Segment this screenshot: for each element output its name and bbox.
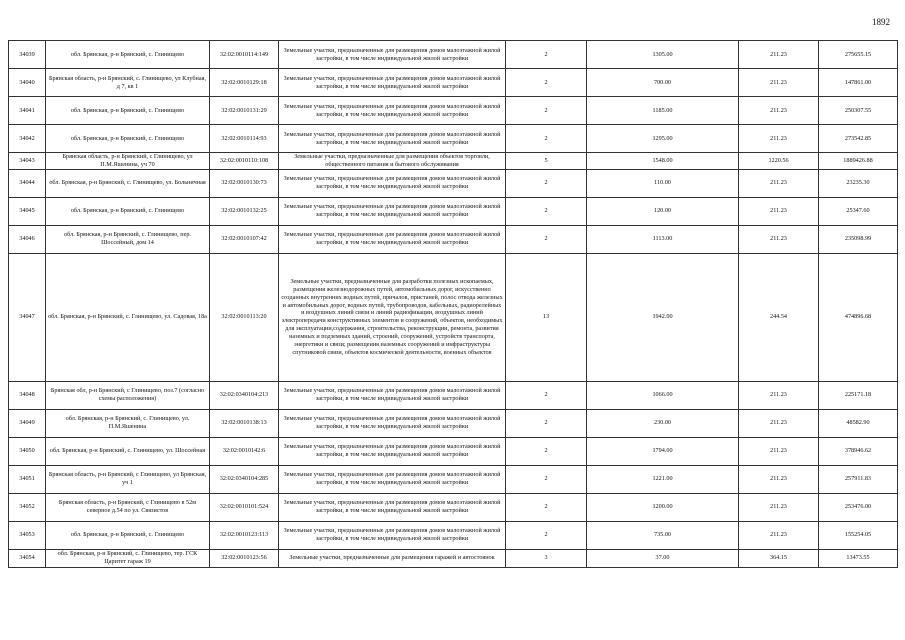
cadastral-value-cell: 253476.00 (819, 493, 898, 521)
table-row (9, 97, 898, 125)
cadastral-value-cell: 257911.83 (819, 465, 898, 493)
page-number: 1892 (872, 17, 890, 27)
row-id-cell: 34050 (9, 437, 46, 465)
group-cell: 2 (506, 41, 587, 69)
rate-cell: 1220.56 (739, 153, 819, 170)
row-id-cell: 34054 (9, 549, 46, 567)
rate-cell: 211.23 (739, 521, 819, 549)
row-id-cell: 34045 (9, 197, 46, 225)
area-cell: 1295.00 (587, 125, 739, 153)
land-use-cell: Земельные участки, предназначенные для размещения домов малоэтажной жилой застройки, в том числе индивидуальной жилой застройки (279, 41, 506, 69)
group-cell: 2 (506, 493, 587, 521)
table-row (9, 197, 898, 225)
cadastral-value-cell: 23235.30 (819, 169, 898, 197)
cadastral-number-cell: 32:02:0340104:285 (210, 465, 279, 493)
row-id-cell: 34043 (9, 153, 46, 170)
cadastral-number-cell: 32:02:0010132:25 (210, 197, 279, 225)
cadastral-value-cell: 474896.68 (819, 253, 898, 381)
land-use-cell: Земельные участки, предназначенные для размещения домов малоэтажной жилой застройки, в том числе индивидуальной жилой застройки (279, 493, 506, 521)
address-cell: Брянская область, р-н Брянский, с Глинищево в 52м северное д.54 по ул. Связистов (46, 493, 210, 521)
cadastral-number-cell: 32:02:0010113:20 (210, 253, 279, 381)
group-cell: 2 (506, 521, 587, 549)
row-id-cell: 34049 (9, 409, 46, 437)
address-cell: обл. Брянская, р-н Брянский, с. Глинищево, ул. Шоссейная (46, 437, 210, 465)
table-row (9, 549, 898, 567)
land-use-cell: Земельные участки, предназначенные для разработки полезных ископаемых, размещения железнодорожных путей, автомобильных дорог, искусственно созданных внутренних водных путей, причалов, пристаней, полос отвода железных и автомобильных дорог, водных путей, трубопроводов, кабельных, радиорелейных и воздушных линий связи и линий радиофикации, воздушных линий электропередачи конструктивных элементов и сооружений, объектов, необходимых для эксплуатации,содержания, строительства, реконструкции, ремонта, развития наземных и подземных зданий, строений, сооружений, устройств транспорта, энергетики и связи; размещения наземных сооружений и инфраструктуры спутниковой связи, объектов космической деятельности, военных объектов (279, 253, 506, 381)
land-use-cell: Земельные участки, предназначенные для размещения гаражей и автостоянок (279, 549, 506, 567)
cadastral-number-cell: 32:02:0010142:6 (210, 437, 279, 465)
cadastral-number-cell: 32:02:0010114:93 (210, 125, 279, 153)
cadastral-number-cell: 32:02:0010114:149 (210, 41, 279, 69)
area-cell: 1221.00 (587, 465, 739, 493)
group-cell: 3 (506, 549, 587, 567)
land-use-cell: Земельные участки, предназначенные для размещения домов малоэтажной жилой застройки, в том числе индивидуальной жилой застройки (279, 381, 506, 409)
area-cell: 1200.00 (587, 493, 739, 521)
address-cell: обл. Брянская, р-н Брянский, с. Глинищево (46, 97, 210, 125)
rate-cell: 211.23 (739, 437, 819, 465)
group-cell: 2 (506, 97, 587, 125)
cadastral-value-cell: 13473.55 (819, 549, 898, 567)
address-cell: обл. Брянская, р-н Брянский, с. Глинищево (46, 125, 210, 153)
rate-cell: 211.23 (739, 465, 819, 493)
area-cell: 110.00 (587, 169, 739, 197)
area-cell: 230.00 (587, 409, 739, 437)
group-cell: 2 (506, 225, 587, 253)
cadastral-value-cell: 1889426.88 (819, 153, 898, 170)
address-cell: обл. Брянская, р-н Брянский, с. Глинищево, ул. Больничная (46, 169, 210, 197)
cadastral-value-cell: 155254.05 (819, 521, 898, 549)
cadastral-value-cell: 225171.18 (819, 381, 898, 409)
row-id-cell: 34044 (9, 169, 46, 197)
rate-cell: 211.23 (739, 225, 819, 253)
address-cell: обл. Брянская, р-н Брянский, с. Глинищево, тер. ГСК Царитет гараж 19 (46, 549, 210, 567)
rate-cell: 211.23 (739, 409, 819, 437)
land-use-cell: Земельные участки, предназначенные для размещения домов малоэтажной жилой застройки, в том числе индивидуальной жилой застройки (279, 169, 506, 197)
land-use-cell: Земельные участки, предназначенные для размещения домов малоэтажной жилой застройки, в том числе индивидуальной жилой застройки (279, 521, 506, 549)
table-row (9, 225, 898, 253)
address-cell: Брянская область, р-н Брянский, с Глинищево, ул Брянская, уч 1 (46, 465, 210, 493)
cadastral-table (8, 40, 898, 568)
land-use-cell: Земельные участки, предназначенные для размещения домов малоэтажной жилой застройки, в том числе индивидуальной жилой застройки (279, 197, 506, 225)
cadastral-number-cell: 32:02:0010123:56 (210, 549, 279, 567)
cadastral-value-cell: 147861.00 (819, 69, 898, 97)
land-use-cell: Земельные участки, предназначенные для размещения домов малоэтажной жилой застройки, в том числе индивидуальной жилой застройки (279, 125, 506, 153)
row-id-cell: 34051 (9, 465, 46, 493)
cadastral-value-cell: 273542.85 (819, 125, 898, 153)
rate-cell: 211.23 (739, 169, 819, 197)
land-use-cell: Земельные участки, предназначенные для размещения домов малоэтажной жилой застройки, в том числе индивидуальной жилой застройки (279, 437, 506, 465)
cadastral-value-cell: 25347.60 (819, 197, 898, 225)
row-id-cell: 34048 (9, 381, 46, 409)
table-row (9, 437, 898, 465)
area-cell: 1066.00 (587, 381, 739, 409)
land-use-cell: Земельные участки, предназначенные для размещения домов малоэтажной жилой застройки, в том числе индивидуальной жилой застройки (279, 225, 506, 253)
table-row (9, 381, 898, 409)
table-row (9, 41, 898, 69)
area-cell: 700.00 (587, 69, 739, 97)
cadastral-number-cell: 32:02:0010130:73 (210, 169, 279, 197)
cadastral-value-cell: 235098.99 (819, 225, 898, 253)
group-cell: 2 (506, 125, 587, 153)
cadastral-number-cell: 32:02:0010138:13 (210, 409, 279, 437)
area-cell: 1794.00 (587, 437, 739, 465)
row-id-cell: 34040 (9, 69, 46, 97)
address-cell: обл. Брянская, р-н Брянский, с. Глинищево (46, 41, 210, 69)
cadastral-number-cell: 32:02:0010129:18 (210, 69, 279, 97)
area-cell: 1113.00 (587, 225, 739, 253)
area-cell: 1305.00 (587, 41, 739, 69)
group-cell: 2 (506, 197, 587, 225)
rate-cell: 211.23 (739, 493, 819, 521)
address-cell: обл. Брянская, р-н Брянский, с. Глинищево (46, 197, 210, 225)
table-row (9, 69, 898, 97)
table-row (9, 465, 898, 493)
address-cell: Брянская обл, р-н Брянский, с Глинищево, поз.7 (согласно схемы расположения) (46, 381, 210, 409)
cadastral-value-cell: 48582.90 (819, 409, 898, 437)
area-cell: 120.00 (587, 197, 739, 225)
land-use-cell: Земельные участки, предназначенные для размещения домов малоэтажной жилой застройки, в том числе индивидуальной жилой застройки (279, 409, 506, 437)
table-row (9, 409, 898, 437)
land-use-cell: Земельные участки, предназначенные для размещения домов малоэтажной жилой застройки, в том числе индивидуальной жилой застройки (279, 465, 506, 493)
table-row (9, 169, 898, 197)
land-use-cell: Земельные участки, предназначенные для размещения объектов торговли, общественного питания и бытового обслуживания (279, 153, 506, 170)
rate-cell: 211.23 (739, 197, 819, 225)
cadastral-number-cell: 32:02:0010107:42 (210, 225, 279, 253)
cadastral-number-cell: 32:02:0010101:524 (210, 493, 279, 521)
group-cell: 5 (506, 153, 587, 170)
address-cell: обл. Брянская, р-н Брянский, с. Глинищево, ул. Садовая, 18а (46, 253, 210, 381)
area-cell: 735.00 (587, 521, 739, 549)
group-cell: 13 (506, 253, 587, 381)
area-cell: 1185.00 (587, 97, 739, 125)
table-row (9, 253, 898, 381)
group-cell: 2 (506, 69, 587, 97)
row-id-cell: 34053 (9, 521, 46, 549)
table-row (9, 153, 898, 170)
table-row (9, 493, 898, 521)
cadastral-number-cell: 32:02:0010110:108 (210, 153, 279, 170)
table-row (9, 521, 898, 549)
cadastral-number-cell: 32:02:0340104:213 (210, 381, 279, 409)
group-cell: 2 (506, 409, 587, 437)
row-id-cell: 34042 (9, 125, 46, 153)
cadastral-number-cell: 32:02:0010123:113 (210, 521, 279, 549)
cadastral-number-cell: 32:02:0010131:29 (210, 97, 279, 125)
address-cell: Брянская область, р-н Брянский, с Глинищево, ул П.М.Яшенина, уч 70 (46, 153, 210, 170)
rate-cell: 211.23 (739, 125, 819, 153)
rate-cell: 211.23 (739, 381, 819, 409)
group-cell: 2 (506, 381, 587, 409)
rate-cell: 211.23 (739, 69, 819, 97)
row-id-cell: 34039 (9, 41, 46, 69)
row-id-cell: 34046 (9, 225, 46, 253)
table-row (9, 125, 898, 153)
land-use-cell: Земельные участки, предназначенные для размещения домов малоэтажной жилой застройки, в том числе индивидуальной жилой застройки (279, 69, 506, 97)
rate-cell: 244.54 (739, 253, 819, 381)
row-id-cell: 34052 (9, 493, 46, 521)
rate-cell: 211.23 (739, 97, 819, 125)
row-id-cell: 34041 (9, 97, 46, 125)
rate-cell: 211.23 (739, 41, 819, 69)
address-cell: обл. Брянская, р-н Брянский, с. Глинищево, ул. П.М.Яшенина (46, 409, 210, 437)
land-use-cell: Земельные участки, предназначенные для размещения домов малоэтажной жилой застройки, в том числе индивидуальной жилой застройки (279, 97, 506, 125)
address-cell: обл. Брянская, р-н Брянский, с. Глинищево (46, 521, 210, 549)
address-cell: обл. Брянская, р-н Брянский, с. Глинищево, пер. Шоссейный, дом 14 (46, 225, 210, 253)
cadastral-value-cell: 378946.62 (819, 437, 898, 465)
row-id-cell: 34047 (9, 253, 46, 381)
cadastral-value-cell: 250307.55 (819, 97, 898, 125)
area-cell: 1942.00 (587, 253, 739, 381)
area-cell: 37.00 (587, 549, 739, 567)
group-cell: 2 (506, 169, 587, 197)
address-cell: Брянская область, р-н Брянский, с. Глинищево, ул Клубная, д 7, кв 1 (46, 69, 210, 97)
area-cell: 1548.00 (587, 153, 739, 170)
cadastral-value-cell: 275655.15 (819, 41, 898, 69)
group-cell: 2 (506, 437, 587, 465)
group-cell: 2 (506, 465, 587, 493)
rate-cell: 364.15 (739, 549, 819, 567)
